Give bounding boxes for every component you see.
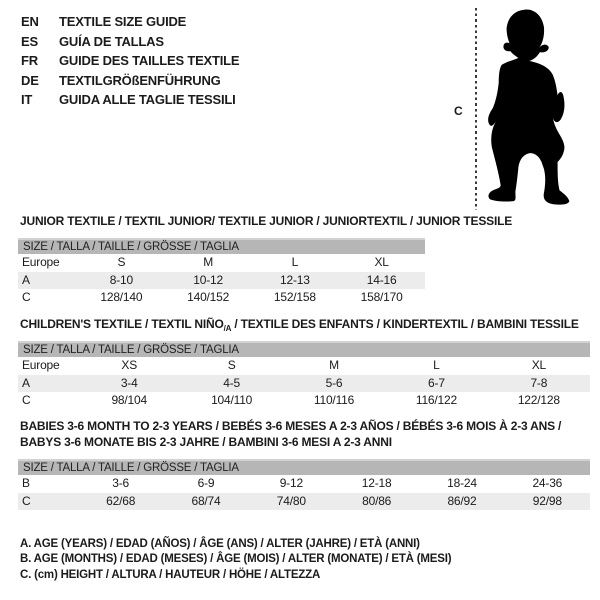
size-table-junior xyxy=(18,238,425,307)
size-table-babies xyxy=(18,459,590,510)
size-cell: 92/98 xyxy=(532,493,562,508)
size-cell: 7-8 xyxy=(530,375,548,390)
language-code: FR xyxy=(21,53,38,68)
section-title-text: BABIES 3-6 MONTH TO 2-3 YEARS / BEBÉS 3-6 MESES A 2-3 AÑOS / BÉBÉS 3-6 MOIS À 2-3 ANS / xyxy=(20,419,562,433)
size-cell: 140/152 xyxy=(187,290,230,304)
section-title-babies xyxy=(20,419,561,450)
language-code: EN xyxy=(21,14,39,29)
size-cell: 9-12 xyxy=(279,476,303,490)
size-cell: 104/110 xyxy=(211,393,253,407)
size-cell: 116/122 xyxy=(415,393,457,407)
size-cell: 122/128 xyxy=(517,393,560,407)
section-title-text: CHILDREN'S TEXTILE / TEXTIL NIÑO xyxy=(20,317,224,331)
size-cell: 12-13 xyxy=(280,272,310,287)
size-cell: 24-36 xyxy=(532,476,563,490)
table-row xyxy=(18,392,590,410)
language-row xyxy=(21,71,239,91)
row-label: C xyxy=(22,393,31,407)
language-row xyxy=(21,51,239,71)
language-list xyxy=(21,12,239,110)
legend-line-b: B. AGE (MONTHS) / EDAD (MESES) / ÂGE (MOIS) / ALTER (MONATE) / ETÀ (MESI) xyxy=(20,553,452,566)
section-title-text: JUNIOR TEXTILE / TEXTIL JUNIOR/ TEXTILE JUNIOR / JUNIORTEXTIL / JUNIOR TESSILE xyxy=(20,214,513,228)
legend xyxy=(20,537,451,583)
language-row xyxy=(21,32,239,52)
section-title-children xyxy=(20,317,579,333)
size-cell: 110/116 xyxy=(313,393,355,407)
size-cell: 6-9 xyxy=(197,476,215,490)
size-cell: 74/80 xyxy=(276,493,306,508)
height-measure-dashed-line xyxy=(475,8,477,210)
language-title: GUIDE DES TAILLES TEXTILE xyxy=(59,53,240,68)
size-cell: L xyxy=(433,358,440,372)
size-table-body xyxy=(18,357,590,410)
size-cell: 8-10 xyxy=(109,272,133,287)
language-row xyxy=(21,90,239,110)
size-table-header: SIZE / TALLA / TAILLE / GRÖSSE / TAGLIA xyxy=(18,341,590,357)
row-label: A xyxy=(22,375,30,390)
table-row xyxy=(18,272,425,290)
row-label: Europe xyxy=(22,255,60,269)
legend-line-a: A. AGE (YEARS) / EDAD (AÑOS) / ÂGE (ANS) / ALTER (JAHRE) / ETÀ (ANNI) xyxy=(20,538,420,550)
language-code: ES xyxy=(21,33,38,49)
size-cell: S xyxy=(227,358,236,372)
legend-line-c: C. (cm) HEIGHT / ALTURA / HAUTEUR / HÖHE / ALTEZZA xyxy=(20,568,321,581)
size-cell: XL xyxy=(531,358,546,372)
table-row xyxy=(18,357,590,375)
table-row xyxy=(18,475,590,493)
size-cell: S xyxy=(117,255,126,269)
size-cell: M xyxy=(203,255,214,269)
size-cell: 158/170 xyxy=(360,290,403,304)
size-table-header: SIZE / TALLA / TAILLE / GRÖSSE / TAGLIA xyxy=(18,459,590,475)
size-cell: 152/158 xyxy=(273,290,316,304)
size-cell: 12-18 xyxy=(361,476,392,490)
size-cell: 18-24 xyxy=(447,476,477,490)
size-cell: 86/92 xyxy=(447,493,477,508)
size-table-children xyxy=(18,341,590,410)
table-row xyxy=(18,254,425,272)
table-row xyxy=(18,493,590,511)
size-cell: 14-16 xyxy=(366,272,397,287)
size-cell: 3-6 xyxy=(112,476,130,490)
row-label: B xyxy=(22,476,30,490)
height-measure-c-label: C xyxy=(454,104,463,118)
language-title: GUIDA ALLE TAGLIE TESSILI xyxy=(59,92,236,107)
row-label: Europe xyxy=(22,358,60,372)
baby-silhouette-image xyxy=(486,4,586,210)
language-row xyxy=(21,12,239,32)
section-title-junior xyxy=(20,214,512,230)
size-cell: XL xyxy=(374,255,389,269)
size-cell: 3-4 xyxy=(120,375,138,390)
row-label: A xyxy=(22,272,30,287)
row-label: C xyxy=(22,290,31,304)
size-cell: M xyxy=(329,358,339,372)
section-title-text: / TEXTILE DES ENFANTS / KINDERTEXTIL / BAMBINI TESSILE xyxy=(231,317,579,331)
size-cell: 5-6 xyxy=(325,375,343,390)
size-cell: 128/140 xyxy=(100,290,143,304)
row-label: C xyxy=(22,493,31,508)
size-cell: XS xyxy=(121,358,137,372)
table-row xyxy=(18,375,590,393)
size-cell: L xyxy=(291,255,299,269)
table-row xyxy=(18,289,425,307)
size-cell: 4-5 xyxy=(223,375,240,390)
language-title: GUÍA DE TALLAS xyxy=(59,33,164,49)
size-cell: 68/74 xyxy=(191,493,221,508)
size-cell: 6-7 xyxy=(428,375,445,390)
section-title-subscript: /A xyxy=(223,323,232,333)
size-cell: 80/86 xyxy=(362,493,392,508)
size-cell: 98/104 xyxy=(111,393,147,407)
language-code: IT xyxy=(21,92,33,107)
size-table-body xyxy=(18,254,425,307)
language-title: TEXTILE SIZE GUIDE xyxy=(59,14,187,29)
size-table-header: SIZE / TALLA / TAILLE / GRÖSSE / TAGLIA xyxy=(18,238,425,254)
language-title: TEXTILGRÖßENFÜHRUNG xyxy=(59,72,221,88)
size-table-body xyxy=(18,475,590,510)
size-cell: 62/68 xyxy=(106,493,136,508)
section-title-line2: BABYS 3-6 MONATE BIS 2-3 JAHRE / BAMBINI 3-6 MESI A 2-3 ANNI xyxy=(20,435,392,449)
language-code: DE xyxy=(21,72,39,88)
size-cell: 10-12 xyxy=(193,272,223,287)
